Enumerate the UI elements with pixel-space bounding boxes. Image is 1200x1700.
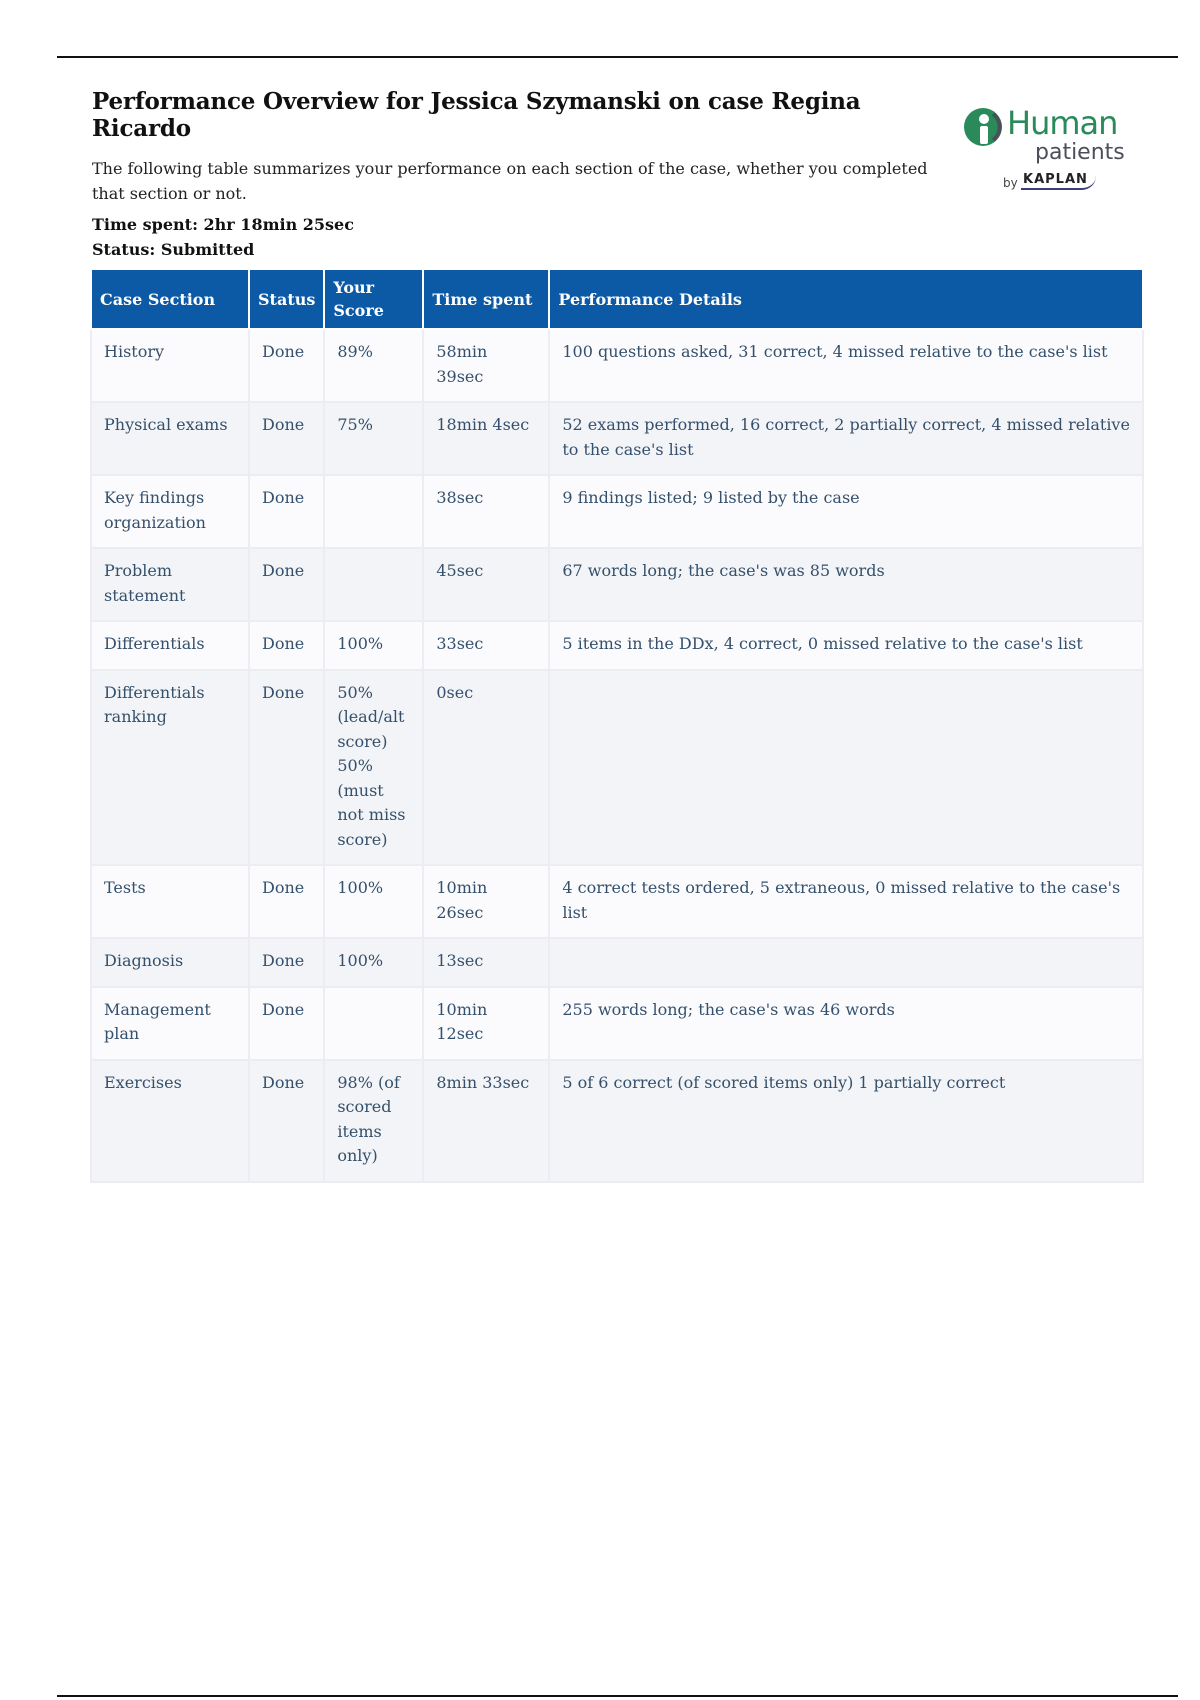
logo-kaplan-text: KAPLAN (1021, 172, 1096, 190)
cell-score (324, 548, 423, 621)
cell-score (324, 987, 423, 1060)
performance-table (90, 268, 1144, 1183)
cell-case-section: Differentials (91, 621, 249, 670)
cell-status: Done (249, 1060, 324, 1182)
report-header (92, 88, 932, 262)
cell-case-section: Management plan (91, 987, 249, 1060)
cell-status: Done (249, 548, 324, 621)
cell-case-section: Diagnosis (91, 938, 249, 987)
cell-score: 100% (324, 938, 423, 987)
cell-details: 9 findings listed; 9 listed by the case (549, 475, 1143, 548)
cell-case-section: Exercises (91, 1060, 249, 1182)
cell-score: 89% (324, 329, 423, 402)
table-row (91, 1060, 1143, 1182)
cell-case-section: Tests (91, 865, 249, 938)
cell-score: 100% (324, 865, 423, 938)
cell-time: 0sec (423, 670, 549, 866)
table-row (91, 329, 1143, 402)
cell-score (324, 475, 423, 548)
cell-status: Done (249, 329, 324, 402)
status-text: Status: Submitted (92, 240, 255, 259)
cell-time: 18min 4sec (423, 402, 549, 475)
cell-details (549, 670, 1143, 866)
cell-time: 8min 33sec (423, 1060, 549, 1182)
table-row (91, 475, 1143, 548)
cell-details (549, 938, 1143, 987)
cell-score: 98% (of scored items only) (324, 1060, 423, 1182)
cell-details: 52 exams performed, 16 correct, 2 partially correct, 4 missed relative to the case's list (549, 402, 1143, 475)
logo-by-text: by (1003, 176, 1018, 190)
col-header-status: Status (249, 269, 324, 329)
cell-time: 13sec (423, 938, 549, 987)
col-header-performance-details: Performance Details (549, 269, 1143, 329)
cell-status: Done (249, 987, 324, 1060)
cell-time: 38sec (423, 475, 549, 548)
cell-score: 75% (324, 402, 423, 475)
cell-details: 255 words long; the case's was 46 words (549, 987, 1143, 1060)
table-row (91, 987, 1143, 1060)
cell-case-section: History (91, 329, 249, 402)
table-row (91, 670, 1143, 866)
person-logo-icon (963, 106, 1007, 148)
cell-status: Done (249, 670, 324, 866)
cell-case-section: Differentials ranking (91, 670, 249, 866)
cell-details: 67 words long; the case's was 85 words (549, 548, 1143, 621)
logo-sub-text: patients (1035, 140, 1125, 165)
table-row (91, 402, 1143, 475)
table-row (91, 865, 1143, 938)
cell-details: 5 of 6 correct (of scored items only) 1 partially correct (549, 1060, 1143, 1182)
col-header-time-spent: Time spent (423, 269, 549, 329)
human-patients-logo (963, 104, 1133, 200)
cell-time: 10min 26sec (423, 865, 549, 938)
cell-score: 50% (lead/alt score) 50% (must not miss score) (324, 670, 423, 866)
cell-details: 4 correct tests ordered, 5 extraneous, 0 missed relative to the case's list (549, 865, 1143, 938)
cell-status: Done (249, 402, 324, 475)
cell-status: Done (249, 865, 324, 938)
cell-case-section: Key findings organization (91, 475, 249, 548)
col-header-your-score: Your Score (324, 269, 423, 329)
cell-status: Done (249, 621, 324, 670)
bottom-rule (57, 1695, 1178, 1697)
table-header-row (91, 269, 1143, 329)
table-row (91, 938, 1143, 987)
logo-brand-text: Human (1007, 104, 1118, 142)
cell-details: 100 questions asked, 31 correct, 4 missed relative to the case's list (549, 329, 1143, 402)
table-row (91, 621, 1143, 670)
page-title: Performance Overview for Jessica Szymanski on case Regina Ricardo (92, 88, 861, 142)
time-spent: Time spent: 2hr 18min 25sec (92, 215, 354, 234)
table-row (91, 548, 1143, 621)
top-rule (57, 56, 1178, 58)
cell-case-section: Physical exams (91, 402, 249, 475)
cell-time: 45sec (423, 548, 549, 621)
cell-details: 5 items in the DDx, 4 correct, 0 missed relative to the case's list (549, 621, 1143, 670)
cell-time: 33sec (423, 621, 549, 670)
col-header-case-section: Case Section (91, 269, 249, 329)
cell-case-section: Problem statement (91, 548, 249, 621)
cell-time: 58min 39sec (423, 329, 549, 402)
cell-time: 10min 12sec (423, 987, 549, 1060)
cell-status: Done (249, 475, 324, 548)
cell-status: Done (249, 938, 324, 987)
cell-score: 100% (324, 621, 423, 670)
intro-text: The following table summarizes your performance on each section of the case, whether you completed that section or not. (92, 159, 928, 203)
